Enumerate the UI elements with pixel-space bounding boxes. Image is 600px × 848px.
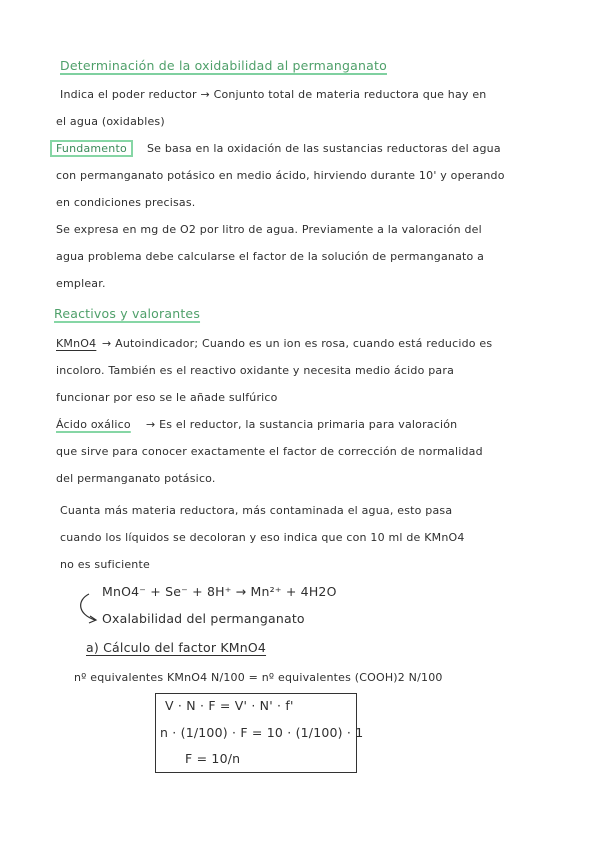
calculo-heading: a) Cálculo del factor KMnO4 [86, 640, 267, 655]
reaction-equation: MnO4⁻ + Se⁻ + 8H⁺ → Mn²⁺ + 4H2O [102, 584, 337, 599]
expresa-line-3: emplear. [56, 277, 106, 290]
intro-line-2: el agua (oxidables) [56, 115, 165, 128]
cuanta-line-3: no es suficiente [60, 558, 150, 571]
reaction-caption: Oxalabilidad del permanganato [102, 611, 305, 626]
equivalents-line: nº equivalentes KMnO4 N/100 = nº equivalentes (COOH)2 N/100 [74, 671, 443, 684]
page-title: Determinación de la oxidabilidad al permanganato [60, 58, 387, 73]
expresa-line-2: agua problema debe calcularse el factor de la solución de permanganato a [56, 250, 485, 263]
fundamento-line-3: en condiciones precisas. [56, 196, 196, 209]
oxalico-line-3: del permanganato potásico. [56, 472, 216, 485]
kmno4-line-2: incoloro. También es el reactivo oxidante y necesita medio ácido para [56, 364, 455, 377]
oxalico-line-2: que sirve para conocer exactamente el factor de corrección de normalidad [56, 445, 483, 458]
formula-line-3: F = 10/n [185, 751, 241, 766]
oxalico-label: Ácido oxálico [56, 418, 131, 431]
fundamento-line-2: con permanganato potásico en medio ácido, hirviendo durante 10' y operando [56, 169, 505, 182]
expresa-line-1: Se expresa en mg de O2 por litro de agua. Previamente a la valoración del [56, 223, 482, 236]
formula-line-2: n · (1/100) · F = 10 · (1/100) · 1 [160, 725, 364, 740]
curved-arrow-icon [75, 592, 105, 626]
kmno4-line-3: funcionar por eso se le añade sulfúrico [56, 391, 278, 404]
cuanta-line-2: cuando los líquidos se decoloran y eso indica que con 10 ml de KMnO4 [60, 531, 465, 544]
fundamento-line-1: Se basa en la oxidación de las sustancias reductoras del agua [147, 142, 501, 155]
intro-line-1: Indica el poder reductor → Conjunto total de materia reductora que hay en [60, 88, 487, 101]
kmno4-label: KMnO4 [56, 337, 97, 350]
formula-line-1: V · N · F = V' · N' · f' [165, 698, 294, 713]
kmno4-line-1: → Autoindicador; Cuando es un ion es rosa, cuando está reducido es [102, 337, 493, 350]
cuanta-line-1: Cuanta más materia reductora, más contaminada el agua, esto pasa [60, 504, 453, 517]
reactivos-heading: Reactivos y valorantes [54, 306, 201, 321]
oxalico-line-1: → Es el reductor, la sustancia primaria para valoración [146, 418, 458, 431]
fundamento-label: Fundamento [50, 140, 133, 157]
